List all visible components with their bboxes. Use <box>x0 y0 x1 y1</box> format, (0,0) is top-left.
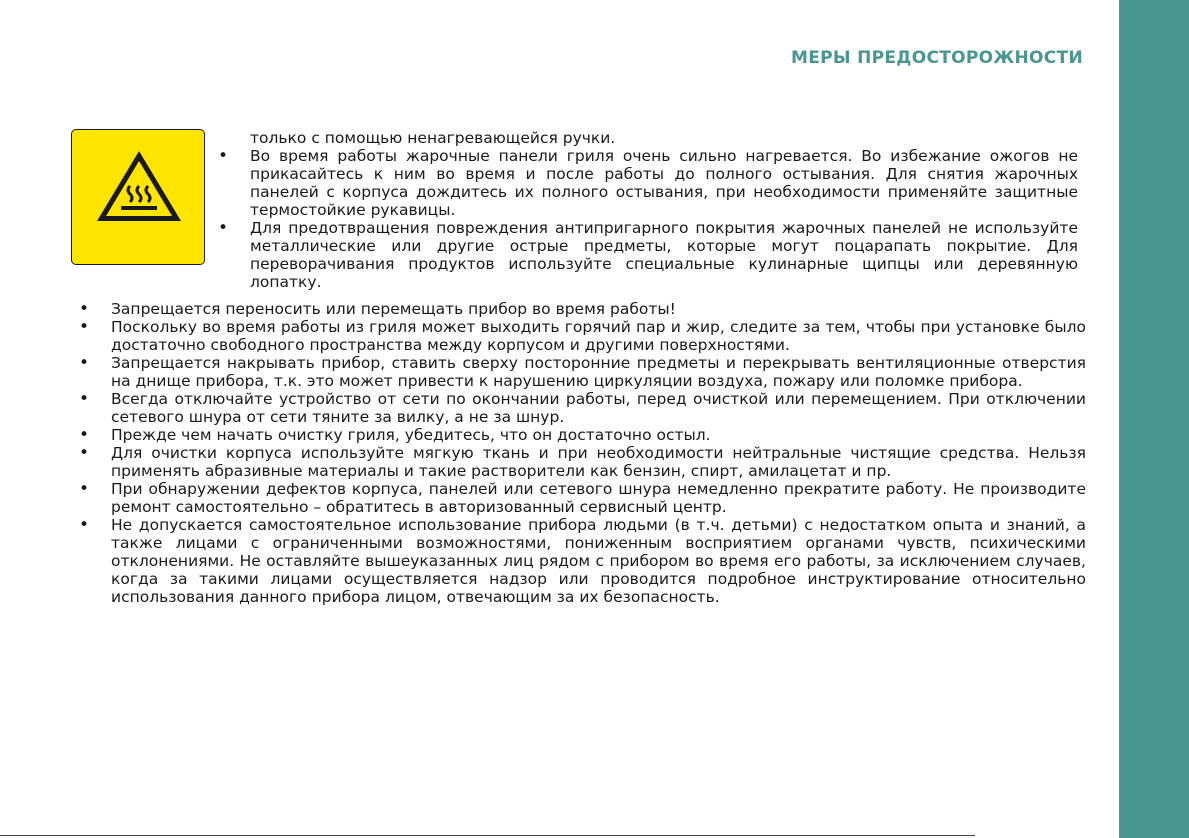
bullet-dot: • <box>79 353 90 373</box>
list-item <box>79 425 1086 445</box>
top-bullet-list <box>218 146 1078 291</box>
list-item-text: Для очистки корпуса используйте мягкую ткань и при необходимости нейтральные чистящие средства. Нельзя применять абразивные материалы и такие растворители как бензин, спирт, амилацетат и пр. <box>111 444 1086 480</box>
bullet-dot: • <box>79 317 90 337</box>
continuation-text: только с помощью ненагревающейся ручки. <box>250 129 616 147</box>
hot-surface-warning-sign <box>71 129 205 265</box>
bullet-dot: • <box>218 146 229 166</box>
side-accent-bar <box>1119 0 1189 838</box>
list-item <box>218 218 1078 291</box>
list-item-text: Всегда отключайте устройство от сети по окончании работы, перед очисткой или перемещением. При отключении сетевого шнура от сети тяните за вилку, а не за шнур. <box>111 390 1086 426</box>
list-item-text: Прежде чем начать очистку гриля, убедитесь, что он достаточно остыл. <box>111 426 711 444</box>
bullet-dot: • <box>79 443 90 463</box>
page-title: МЕРЫ ПРЕДОСТОРОЖНОСТИ <box>791 48 1083 68</box>
list-item <box>79 299 1086 319</box>
list-item <box>218 146 1078 219</box>
list-item <box>79 389 1086 426</box>
list-item-text: Не допускается самостоятельное использование прибора людьми (в т.ч. детьми) с недостатком опыта и знаний, а также лицами с ограниченными возможностями, пониженным восприятием органами чувств, психическими отклонениями. Не оставляйте вышеуказанных лиц рядом с прибором во время его работы, за исключением случаев, когда за такими лицами осуществляется надзор или проводится подробное инструктирование относительно использования данного прибора лицом, отвечающим за их безопасность. <box>111 516 1086 606</box>
main-bullet-list <box>79 299 1086 606</box>
list-item-text: Поскольку во время работы из гриля может выходить горячий пар и жир, следите за тем, чтобы при установке было достаточно свободного пространства между корпусом и другими поверхностями. <box>111 318 1086 354</box>
list-item <box>79 479 1086 516</box>
list-item-text: Для предотвращения повреждения антипригарного покрытия жарочных панелей не используйте металлические или другие острые предметы, которые могут поцарапать покрытие. Для переворачивания продуктов используйте специальные кулинарные щипцы или деревянную лопатку. <box>250 219 1078 291</box>
bullet-dot: • <box>79 479 90 499</box>
bullet-dot: • <box>79 515 90 535</box>
bullet-dot: • <box>79 389 90 409</box>
list-item-text: Во время работы жарочные панели гриля очень сильно нагревается. Во избежание ожогов не прикасайтесь к ним во время и после работы до полного остывания. Для снятия жарочных панелей с корпуса дождитесь их полного остывания, при необходимости применяйте защитные термостойкие рукавицы. <box>250 147 1078 219</box>
list-item <box>79 317 1086 354</box>
list-item-text: При обнаружении дефектов корпуса, панелей или сетевого шнура немедленно прекратите работу. Не производите ремонт самостоятельно – обратитесь в авторизованный сервисный центр. <box>111 480 1086 516</box>
list-item <box>79 443 1086 480</box>
list-item-text: Запрещается накрывать прибор, ставить сверху посторонние предметы и перекрывать вентиляционные отверстия на днище прибора, т.к. это может привести к нарушению циркуляции воздуха, пожару или поломке прибора. <box>111 354 1086 390</box>
bullet-dot: • <box>79 299 90 319</box>
list-item-text: Запрещается переносить или перемещать прибор во время работы! <box>111 300 676 318</box>
list-item <box>79 515 1086 606</box>
hot-surface-warning-icon <box>94 148 184 224</box>
bullet-dot: • <box>79 425 90 445</box>
bullet-dot: • <box>218 218 229 238</box>
footer-divider <box>0 835 975 836</box>
list-item <box>79 353 1086 390</box>
